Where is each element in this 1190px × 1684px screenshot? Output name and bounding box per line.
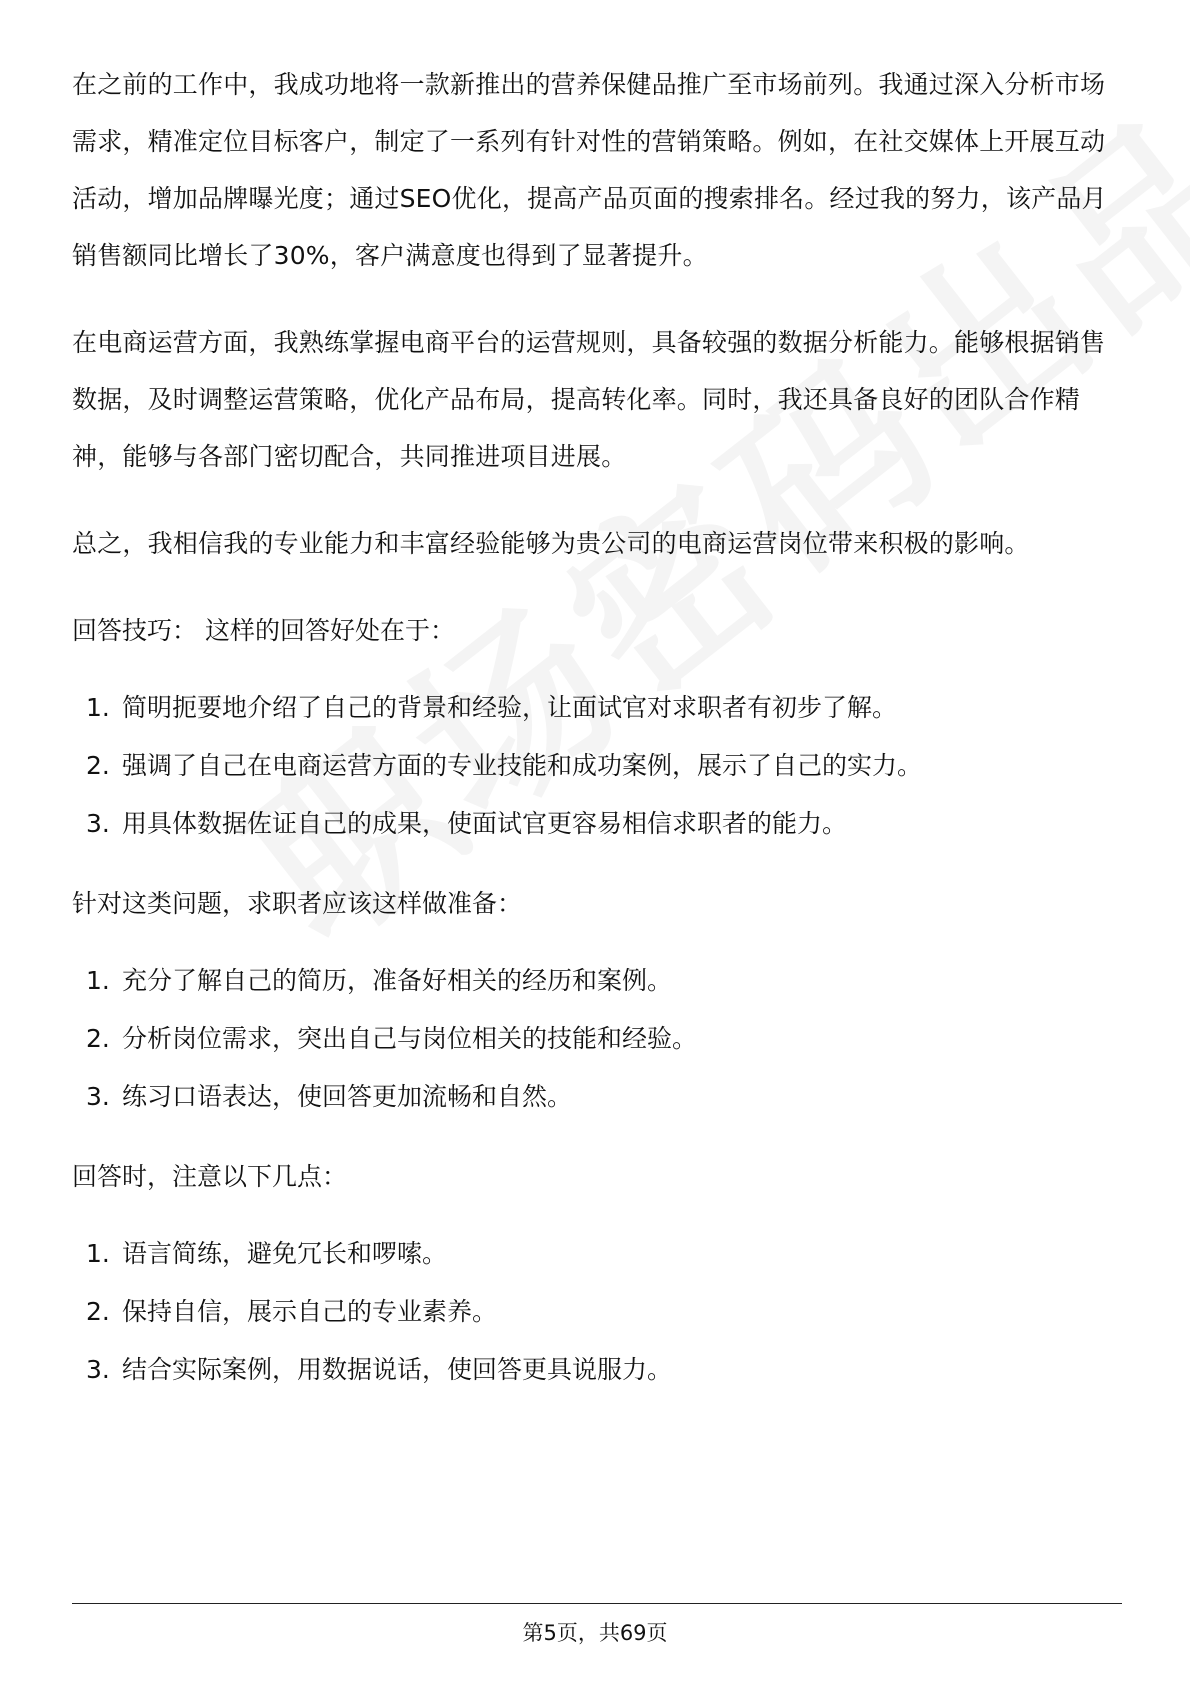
list-number: 1. [86, 693, 110, 722]
list-item [72, 952, 1122, 1010]
list-number: 3. [86, 1082, 110, 1111]
notes-list [72, 1225, 1122, 1399]
list-number: 3. [86, 809, 110, 838]
paragraph-summary: 总之，我相信我的专业能力和丰富经验能够为贵公司的电商运营岗位带来积极的影响。 [72, 529, 1030, 558]
list-item [72, 1068, 1122, 1126]
list-item-text: 语言简练，避免冗长和啰嗦。 [122, 1239, 448, 1268]
section-heading-notes: 回答时，注意以下几点： [72, 1162, 348, 1191]
list-item [72, 1010, 1122, 1068]
page-number: 第5页，共69页 [522, 1621, 668, 1645]
list-number: 3. [86, 1355, 110, 1384]
section-heading-answer-tips: 回答技巧： 这样的回答好处在于： [72, 616, 455, 645]
list-number: 2. [86, 1024, 110, 1053]
list-item [72, 1225, 1122, 1283]
list-item-text: 用具体数据佐证自己的成果，使面试官更容易相信求职者的能力。 [122, 809, 848, 838]
list-number: 2. [86, 751, 110, 780]
list-item-text: 强调了自己在电商运营方面的专业技能和成功案例，展示了自己的实力。 [122, 751, 923, 780]
list-number: 1. [86, 966, 110, 995]
document-body [72, 56, 1122, 1399]
list-item-text: 分析岗位需求，突出自己与岗位相关的技能和经验。 [122, 1024, 698, 1053]
list-item-text: 练习口语表达，使回答更加流畅和自然。 [122, 1082, 573, 1111]
list-item-text: 结合实际案例，用数据说话，使回答更具说服力。 [122, 1355, 673, 1384]
list-item [72, 1283, 1122, 1341]
footer-divider [72, 1603, 1122, 1604]
list-number: 2. [86, 1297, 110, 1326]
answer-tips-list [72, 679, 1122, 853]
list-item [72, 737, 1122, 795]
list-item-text: 充分了解自己的简历，准备好相关的经历和案例。 [122, 966, 673, 995]
list-item [72, 1341, 1122, 1399]
list-item-text: 保持自信，展示自己的专业素养。 [122, 1297, 498, 1326]
preparation-list [72, 952, 1122, 1126]
section-heading-preparation: 针对这类问题，求职者应该这样做准备： [72, 889, 523, 918]
list-item [72, 679, 1122, 737]
list-item-text: 简明扼要地介绍了自己的背景和经验，让面试官对求职者有初步了解。 [122, 693, 898, 722]
list-number: 1. [86, 1239, 110, 1268]
paragraph-ecommerce-skills: 在电商运营方面，我熟练掌握电商平台的运营规则，具备较强的数据分析能力。能够根据销售数据，及时调整运营策略，优化产品布局，提高转化率。同时，我还具备良好的团队合作精神，能够与各部门密切配合，共同推进项目进展。 [72, 328, 1106, 471]
paragraph-experience: 在之前的工作中，我成功地将一款新推出的营养保健品推广至市场前列。我通过深入分析市场需求，精准定位目标客户，制定了一系列有针对性的营销策略。例如，在社交媒体上开展互动活动，增加品牌曝光度；通过SEO优化，提高产品页面的搜索排名。经过我的努力，该产品月销售额同比增长了30%，客户满意度也得到了显著提升。 [72, 70, 1107, 270]
list-item [72, 795, 1122, 853]
